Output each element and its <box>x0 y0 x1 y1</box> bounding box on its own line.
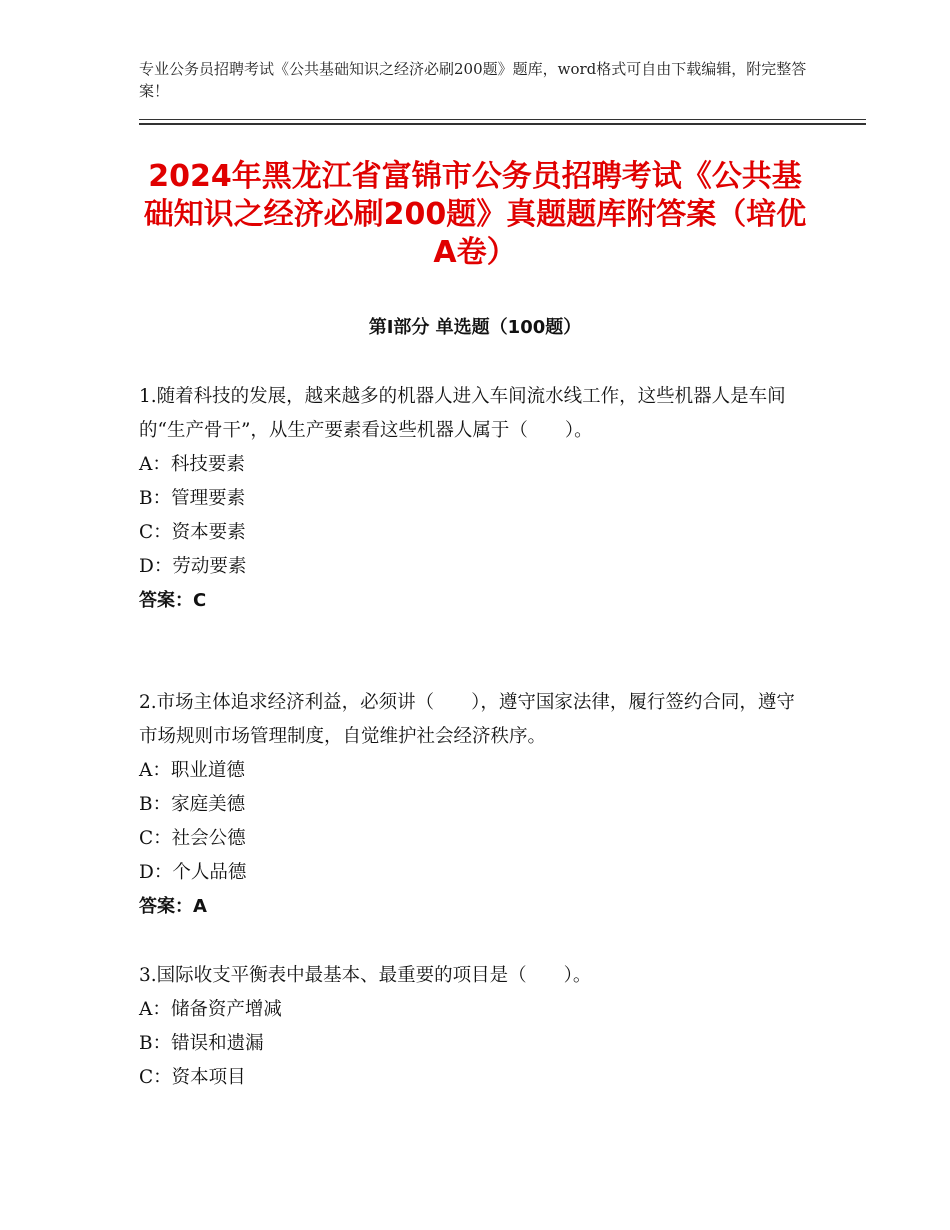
option-c: C：资本要素 <box>139 522 246 543</box>
header-divider-thin <box>139 119 866 120</box>
option-c: C：资本项目 <box>139 1067 246 1088</box>
option-b: B：管理要素 <box>139 488 246 509</box>
question-stem: 1.随着科技的发展，越来越多的机器人进入车间流水线工作，这些机器人是车间的“生产骨干”，从生产要素看这些机器人属于（ ）。 <box>139 386 786 441</box>
question-3 <box>139 959 799 1095</box>
option-d: D：个人品德 <box>139 862 247 883</box>
answer-line: 答案：A <box>139 896 207 917</box>
header-divider-thick <box>139 123 866 125</box>
question-2 <box>139 686 799 924</box>
document-title: 2024年黑龙江省富锦市公务员招聘考试《公共基础知识之经济必刷200题》真题题库附答案（培优A卷） <box>143 159 807 270</box>
question-stem: 3.国际收支平衡表中最基本、最重要的项目是（ ）。 <box>139 965 592 986</box>
question-stem: 2.市场主体追求经济利益，必须讲（ ），遵守国家法律，履行签约合同，遵守市场规则市场管理制度，自觉维护社会经济秩序。 <box>139 692 795 747</box>
question-1 <box>139 380 799 618</box>
header-note: 专业公务员招聘考试《公共基础知识之经济必刷200题》题库，word格式可自由下载编辑，附完整答案！ <box>139 60 807 100</box>
option-d: D：劳动要素 <box>139 556 247 577</box>
option-a: A：职业道德 <box>139 760 245 781</box>
answer-line: 答案：C <box>139 590 207 611</box>
option-b: B：家庭美德 <box>139 794 246 815</box>
option-a: A：储备资产增减 <box>139 999 282 1020</box>
option-c: C：社会公德 <box>139 828 246 849</box>
option-b: B：错误和遗漏 <box>139 1033 264 1054</box>
section-heading: 第Ⅰ部分 单选题（100题） <box>368 317 582 338</box>
option-a: A：科技要素 <box>139 454 245 475</box>
